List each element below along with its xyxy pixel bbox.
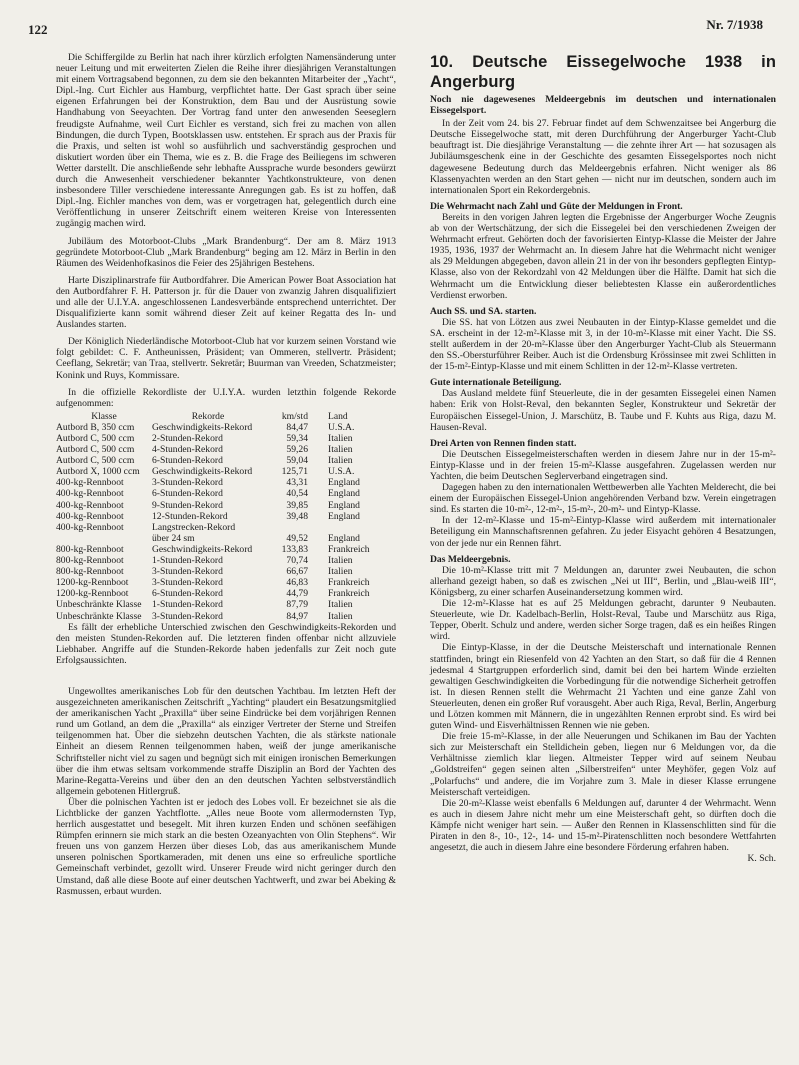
table-row [56, 422, 396, 433]
heading-ss-sa: Auch SS. und SA. starten. [430, 305, 537, 317]
record-land: Italien [328, 610, 353, 622]
record-land: Italien [328, 566, 353, 578]
drei-paragraph: Die Deutschen Eissegelmeisterschaften werden in diesem Jahre nur in der 15-m²-Eintyp-Klasse und in der freien 15-m²-Klasse ausgefahren. Zugelassen werden nur Yachten, die beim Deutschen Seglerverband eingetragen sind. [430, 448, 776, 482]
record-kmstd: 46,83 [286, 577, 308, 589]
issue-number: Nr. 7/1938 [706, 17, 763, 32]
record-kmstd: 49,52 [286, 532, 308, 544]
records-body [56, 422, 396, 622]
record-kmstd [264, 522, 308, 533]
intro-paragraph: In der Zeit vom 24. bis 27. Februar findet auf dem Schwenzaitsee bei Angerburg die Deutsche Eissegelwoche statt, mit deren Durchführung der Angerburger Yacht-Club beauftragt ist. Die diesjährige Veranstaltung — die zehnte ihrer Art — hat sozusagen als Jubiläumsgeschenk eine in der Geschichte des gesamten Eissegelsportes noch nicht dagewesene Bedeutung durch das Meldeergebnis erfahren. Nicht weniger als 86 Klassenyachten werden an den Start gehen — nicht nur im deutschen, sondern auch im internationalen Sport ein Rekordergebnis. [430, 118, 776, 196]
rekordliste-intro: In die offizielle Rekordliste der U.I.Y.A. wurden letzthin folgende Rekorde aufgenommen: [56, 386, 396, 409]
records-header-klasse: Klasse [91, 410, 117, 422]
record-klasse: 400-kg-Rennboot [56, 521, 124, 533]
record-land: England [328, 488, 360, 500]
heading-meldeergebnis: Das Meldeergebnis. [430, 553, 511, 565]
table-row [56, 511, 396, 522]
record-klasse: 400-kg-Rennboot [56, 488, 124, 500]
record-klasse: 400-kg-Rennboot [56, 510, 124, 522]
record-klasse: Autbord C, 500 ccm [56, 444, 135, 456]
record-land: England [328, 532, 360, 544]
record-land: Frankreich [328, 588, 370, 600]
table-row [56, 455, 396, 466]
record-klasse: 1200-kg-Rennboot [56, 588, 129, 600]
record-land: U.S.A. [328, 421, 355, 433]
table-row [56, 433, 396, 444]
record-klasse: 800-kg-Rennboot [56, 543, 124, 555]
record-klasse: 400-kg-Rennboot [56, 477, 124, 489]
record-klasse: 400-kg-Rennboot [56, 499, 124, 511]
schiffergilde-paragraph: Die Schiffergilde zu Berlin hat nach ihrer kürzlich erfolgten Namensänderung unter neuer Leitung und mit erweiterten Zielen die Reihe ihrer diesjährigen Veranstaltungen mit einem Vortragsabend begonnen, zu dem sie den bekannten Mitarbeiter der „Yacht“, Dipl.-Ing. Curt Eichler aus Hamburg, verpflichtet hatte. Der Gast sprach über seine eigenen Erfahrungen bei der Konstruktion, dem Bau und der Ausrüstung sowie Handhabung von Seeyachten. Der Vortrag fand unter den anwesenden Seeseglern freudigste Aufnahme, weil Curt Eichler es verstand, sich frei zu machen von allen Bindungen, die durch Typen, Bootsklassen usw. entstehen. Er sprach aus der Praxis für die Praxis, und selten ist wohl so ausführlich und sachverständig gesprochen und diskutiert worden über ein Thema, wie es z. B. die Frage des Beiliegens im schweren Wetter darstellt. Die anschließende sehr lebhafte Aussprache wurde besonders gewürzt durch die Anwesenheit verschiedener bekannter Yachtkonstrukteure, von denen insbesondere Tiller verschiedene interessante Anregungen gab. Es ist zu hoffen, daß Dipl.-Ing. Eichler manches von dem, was er vorgetragen hat, gelegentlich durch eine Veröffentlichung in unserer Zeitschrift einem weiteren Kreise von Interessenten zugängig machen wird. [56, 52, 396, 230]
table-row [56, 566, 396, 577]
record-klasse: Unbeschränkte Klasse [56, 599, 142, 611]
record-rekord: 2-Stunden-Rekord [152, 433, 223, 444]
record-kmstd: 84,47 [286, 421, 308, 433]
table-row [56, 544, 396, 555]
page-number: 122 [28, 22, 48, 37]
record-rekord: Langstrecken-Rekord [152, 521, 236, 533]
record-kmstd: 40,54 [286, 488, 308, 500]
record-kmstd: 59,04 [286, 455, 308, 467]
record-klasse: Autbord X, 1000 ccm [56, 466, 140, 478]
ss-paragraph: Die SS. hat von Lötzen aus zwei Neubauten in der Eintyp-Klasse gemeldet und die SA. erscheint in der 12-m²-Klasse mit 3, in der 10-m²-Klasse mit einer Yacht. Die SS. stellt außerdem in der 20-m²-Klasse über den Angerburger Yacht-Club als Steuermann den SS.-Obersturführer Reiber. Auch ist die Ordensburg Krössinsee mit zwei Schlitten in der 15-m²-Eintyp-Klasse und mit einem Schlitten in der 12-m²-Klasse vertreten. [430, 316, 776, 373]
record-kmstd: 133,83 [281, 543, 308, 555]
record-kmstd: 39,85 [286, 499, 308, 511]
record-klasse: Autbord C, 500 ccm [56, 433, 135, 444]
table-row [56, 577, 396, 588]
record-kmstd: 44,79 [286, 588, 308, 600]
article-title: 10. Deutsche Eissegelwoche 1938 in Angerburg [430, 53, 776, 91]
records-header-kmstd: km/std [281, 410, 308, 422]
right-column [430, 52, 776, 864]
record-land [308, 522, 388, 533]
record-land: England [328, 477, 360, 489]
drei-paragraph-3: In der 12-m²-Klasse und 15-m²-Eintyp-Klasse wird außerdem mit internationaler Beteiligung ein Mannschaftsrennen gefahren. Zu jeder Eisyacht gehören 4 Besatzungen, von der jede nur ein Rennen fährt. [430, 515, 776, 549]
record-kmstd: 66,67 [286, 566, 308, 578]
record-klasse: 1200-kg-Rennboot [56, 577, 129, 589]
record-rekord: 12-Stunden-Rekord [152, 510, 228, 522]
signature: K. Sch. [747, 853, 776, 865]
records-header-rekord: Rekorde [191, 410, 225, 422]
record-land: U.S.A. [328, 466, 355, 478]
record-land: Frankreich [328, 577, 370, 589]
melde-paragraph-5: Die 20-m²-Klasse weist ebenfalls 6 Meldungen auf, darunter 4 der Wehrmacht. Wenn es auch in diesem Jahre nicht mehr um eine Meisterschaft geht, so dürften doch die Kämpfe nicht weniger hart sein. — Außer den Rennen in Klassenschlitten sind für die Piraten in den 8-, 10-, 12-, 14- und 15-m²-Piratenschlitten noch besondere Wettfahrten angesetzt, die auch in diesem Jahre eine besondere Förderung erfahren haben. [430, 797, 776, 854]
table-row [56, 488, 396, 499]
drei-paragraph-2: Dagegen haben zu den internationalen Wettbewerben alle Yachten Melderecht, die bei einem der Europäischen Eissegel-Union angehörenden Verband bzw. Verein eingetragen sind. Es starten die 10-m²-, 12-m²-, 15-m²-, 20-m²- und Eintyp-Klasse. [430, 482, 776, 516]
record-rekord: 3-Stunden-Rekord [152, 477, 223, 489]
table-row [56, 533, 396, 544]
record-klasse: Autbord C, 500 ccm [56, 455, 135, 467]
table-row [56, 477, 396, 488]
table-row [56, 588, 396, 599]
record-kmstd: 39,48 [286, 510, 308, 522]
jubilaeum-paragraph: Jubiläum des Motorboot-Clubs „Mark Brandenburg“. Der am 8. März 1913 gegründete Motorboot-Club „Mark Brandenburg“ beging am 12. März in Berlin in den Räumen des Weidenhofkasinos die Feier des 25jährigen Bestehens. [56, 235, 396, 269]
niederlaendische-paragraph: Der Königlich Niederländische Motorboot-Club hat vor kurzem seinen Vorstand wie folgt gebildet: C. F. Antheunissen, Präsident; van Ommeren, stellvertr. Präsident; Ceeflang, Sekretär; van Traa, stellvertr. Sekretär; Buurman van Vreeden, Schatzmeister; Konink und Ruys, Kommissare. [56, 336, 396, 381]
record-kmstd: 59,26 [286, 444, 308, 456]
table-row [56, 500, 396, 511]
heading-drei-arten: Drei Arten von Rennen finden statt. [430, 437, 577, 449]
record-rekord: 3-Stunden-Rekord [152, 577, 223, 589]
wehrmacht-paragraph: Bereits in den vorigen Jahren legten die Ergebnisse der Angerburger Woche Zeugnis ab von der Wertschätzung, der sich die Eissegelei bei den verschiedenen Zweigen der Wehrmacht erfreut. Gehörten doch der favorisierten Eintyp-Klasse die Meister der Jahre 1935, 1936, 1937 der Wehrmacht an. In diesem Jahre hat die Wehrmacht nicht weniger als 29 Meldungen abgegeben, davon allein 21 in der von ihr besonders gepflegten Eintyp-Klasse, also von der Rekordzahl von 42 Meldungen über die Hälfte. Damit hat sich die Wehrmacht um die Entwicklung dieser beliebtesten Klasse ein außerordentliches Verdienst erworben. [430, 211, 776, 301]
table-row [56, 466, 396, 477]
records-header [56, 411, 396, 422]
record-kmstd: 70,74 [286, 555, 308, 567]
record-kmstd: 43,31 [286, 477, 308, 489]
record-rekord: Geschwindigkeits-Rekord [152, 421, 253, 433]
records-header-land: Land [328, 410, 348, 422]
record-klasse: 800-kg-Rennboot [56, 555, 124, 567]
record-rekord: Geschwindigkeits-Rekord [152, 543, 253, 555]
record-klasse: Autbord B, 350 ccm [56, 421, 135, 433]
record-klasse: Unbeschränkte Klasse [56, 610, 142, 622]
record-kmstd: 59,34 [286, 433, 308, 444]
record-rekord: 3-Stunden-Rekord [152, 566, 223, 578]
table-row [56, 522, 396, 533]
record-land: Italien [328, 555, 353, 567]
melde-paragraph-3: Die Eintyp-Klasse, in der die Deutsche Meisterschaft und internationale Rennen stattfinden, bringt ein Riesenfeld von 42 Yachten an den Start, so daß für die 4 Rennen jedesmal 4 Startgruppen erforderlich sind, damit bei den bei hartem Winde erzielten gewaltigen Geschwindigkeiten die Vorbedingung für die notwendige Sicherheit getroffen ist. In diesen Rennen stellt die Wehrmacht 21 Yachten und eine ganze Zahl von Steuerleuten, denen ein großer Ruf vorausgeht. Aber auch Riga, Reval, Berlin, Angerburg und Lötzen kommen mit Männern, die in ungezählten Rennen erprobt sind. Es wird bei guten Wind- und Eisverhältnissen Rennen wie nie geben. [430, 642, 776, 732]
record-klasse: 800-kg-Rennboot [56, 566, 124, 578]
table-row [56, 444, 396, 455]
lob-paragraph: Ungewolltes amerikanisches Lob für den deutschen Yachtbau. Im letzten Heft der ausgezeichneten amerikanischen Zeitschrift „Yachting“ plaudert ein Besatzungsmitglied der amerikanischen Yacht „Praxilla“ über seine Eindrücke bei dem vorjährigen Rennen rund um Gotland, an dem die „Praxilla“ als einziger Vertreter der Sterne und Streifen teilgenommen hat. Über die siebzehn deutschen Yachten, die als stärkste nationale Einheit an diesem Rennen teilgenommen haben, weiß der junge amerikanische Schriftsteller nicht viel zu sagen und begnügt sich mit einigen ironischen Bemerkungen über die ihm etwas seltsam vorkommende straffe Disziplin an Bord der Yachten des Marine-Regatta-Vereins und über den an den deutschen Yachten selbstverständlich allgemein gebotenen Hitlergruß. [56, 685, 396, 797]
table-row [56, 555, 396, 566]
record-kmstd: 84,97 [286, 610, 308, 622]
left-column [56, 52, 396, 897]
record-land: Italien [328, 444, 353, 456]
table-row [56, 611, 396, 622]
record-land: England [328, 510, 360, 522]
record-rekord: 9-Stunden-Rekord [152, 499, 223, 511]
record-land: Frankreich [328, 543, 370, 555]
gute-paragraph: Das Ausland meldete fünf Steuerleute, die in der gesamten Eissegelei einen Namen haben: Erik von Holst-Reval, den bekannten Segler, Konstrukteur und Sekretär der Europäischen Eissegel-Union, J. Marschütz, B. Taube und F. Kuhts aus Riga, dazu M. Hausen-Reval. [430, 388, 776, 433]
melde-paragraph-2: Die 12-m²-Klasse hat es auf 25 Meldungen gebracht, darunter 9 Neubauten. Steuerleute, wie Dr. Kadelbach-Berlin, Holst-Reval, Taube und Marschütz aus Riga, Tepper, Oberlt. Schulz und andere, werden sicher Sorge tragen, daß es ein heißes Ringen wird. [430, 598, 776, 643]
record-rekord: 1-Stunden-Rekord [152, 555, 223, 567]
record-rekord: über 24 sm [152, 532, 195, 544]
heading-gute-beteiligung: Gute internationale Beteiligung. [430, 377, 562, 389]
record-rekord: 6-Stunden-Rekord [152, 488, 223, 500]
record-rekord: 6-Stunden-Rekord [152, 588, 223, 600]
record-klasse [56, 533, 152, 544]
table-row [56, 599, 396, 610]
record-kmstd: 87,79 [286, 599, 308, 611]
article-subtitle: Noch nie dagewesenes Meldeergebnis im deutschen und internationalen Eissegelsport. [430, 94, 776, 117]
disziplinarstrafe-paragraph: Harte Disziplinarstrafe für Autbordfahrer. Die American Power Boat Association hat den Autbordfahrer F. H. Patterson jr. für die Dauer von zwanzig Jahren disqualifiziert und alle der U.I.Y.A. angeschlossenen Landesverbände entsprechend unterrichtet. Der Disqualifizierte kann somit während dieser Zeit auf keiner Regatta des In- und Auslandes starten. [56, 274, 396, 331]
record-land: Italien [328, 455, 353, 467]
rekord-comment-paragraph: Es fällt der erhebliche Unterschied zwischen den Geschwindigkeits-Rekorden und den meisten Stunden-Rekorden auf. Die letzteren finden offenbar nicht allzuviele Liebhaber. Angriffe auf die Stunden-Rekorde haben jedenfalls zur Zeit noch gute Erfolgsaussichten. [56, 621, 396, 666]
record-land: Italien [328, 433, 353, 444]
heading-wehrmacht: Die Wehrmacht nach Zahl und Güte der Meldungen in Front. [430, 200, 683, 212]
record-kmstd: 125,71 [281, 466, 308, 478]
record-rekord: 4-Stunden-Rekord [152, 444, 223, 456]
record-land: Italien [328, 599, 353, 611]
melde-paragraph-1: Die 10-m²-Klasse tritt mit 7 Meldungen an, darunter zwei Neubauten, die schon allerhand gezeigt haben, so daß es zwischen „Nei ut III“, Berlin, und „Blau-weiß III“, Königsberg, zu einer scharfen Auseinandersetzung kommen wird. [430, 564, 776, 598]
record-rekord: 3-Stunden-Rekord [152, 610, 223, 622]
lob-paragraph-2: Über die polnischen Yachten ist er jedoch des Lobes voll. Er bezeichnet sie als die Lichtblicke der ganzen Yachtflotte. „Alles neue Boote vom allermodernsten Typ, herrlich ausgestattet und besegelt. Mit ihren kurzen Enden und schönen seefähigen Rümpfen erinnern sie mich stark an die besten Ozeanyachten von Olin Stephens“. Wir freuen uns von ganzem Herzen über dieses Lob, das aus amerikanischem Munde unseren polnischen Sportkameraden, mit denen uns eine so erfreuliche sportliche Gemeinschaft verbindet, gezollt wird. Unserer Freude wird nicht geringer durch den Umstand, daß alle diese Boote auf einer deutschen Yachtwerft, und zwar bei Abeking & Rasmussen, erbaut wurden. [56, 796, 396, 897]
record-land: England [328, 499, 360, 511]
record-rekord: Geschwindigkeits-Rekord [152, 466, 253, 478]
record-rekord: 1-Stunden-Rekord [152, 599, 223, 611]
record-rekord: 6-Stunden-Rekord [152, 455, 223, 467]
melde-paragraph-4: Die freie 15-m²-Klasse, in der alle Neuerungen und Schikanen im Bau der Yachten sich zur Meisterschaft ein Stelldichein geben, liegen nur 6 Meldungen vor, da die Verhältnisse ziemlich klar liegen. Altmeister Tepper wird auf seinem Neubau „Goldstreifen“ gegen seinen alten „Silberstreifen“ unter Meyhöfer, gegen Volz auf „Polarfuchs“ und andere, die im Vorjahre zum 3. Male in dieser Klasse errungene Meisterschaft verteidigen. [430, 731, 776, 798]
records-table [56, 411, 396, 622]
